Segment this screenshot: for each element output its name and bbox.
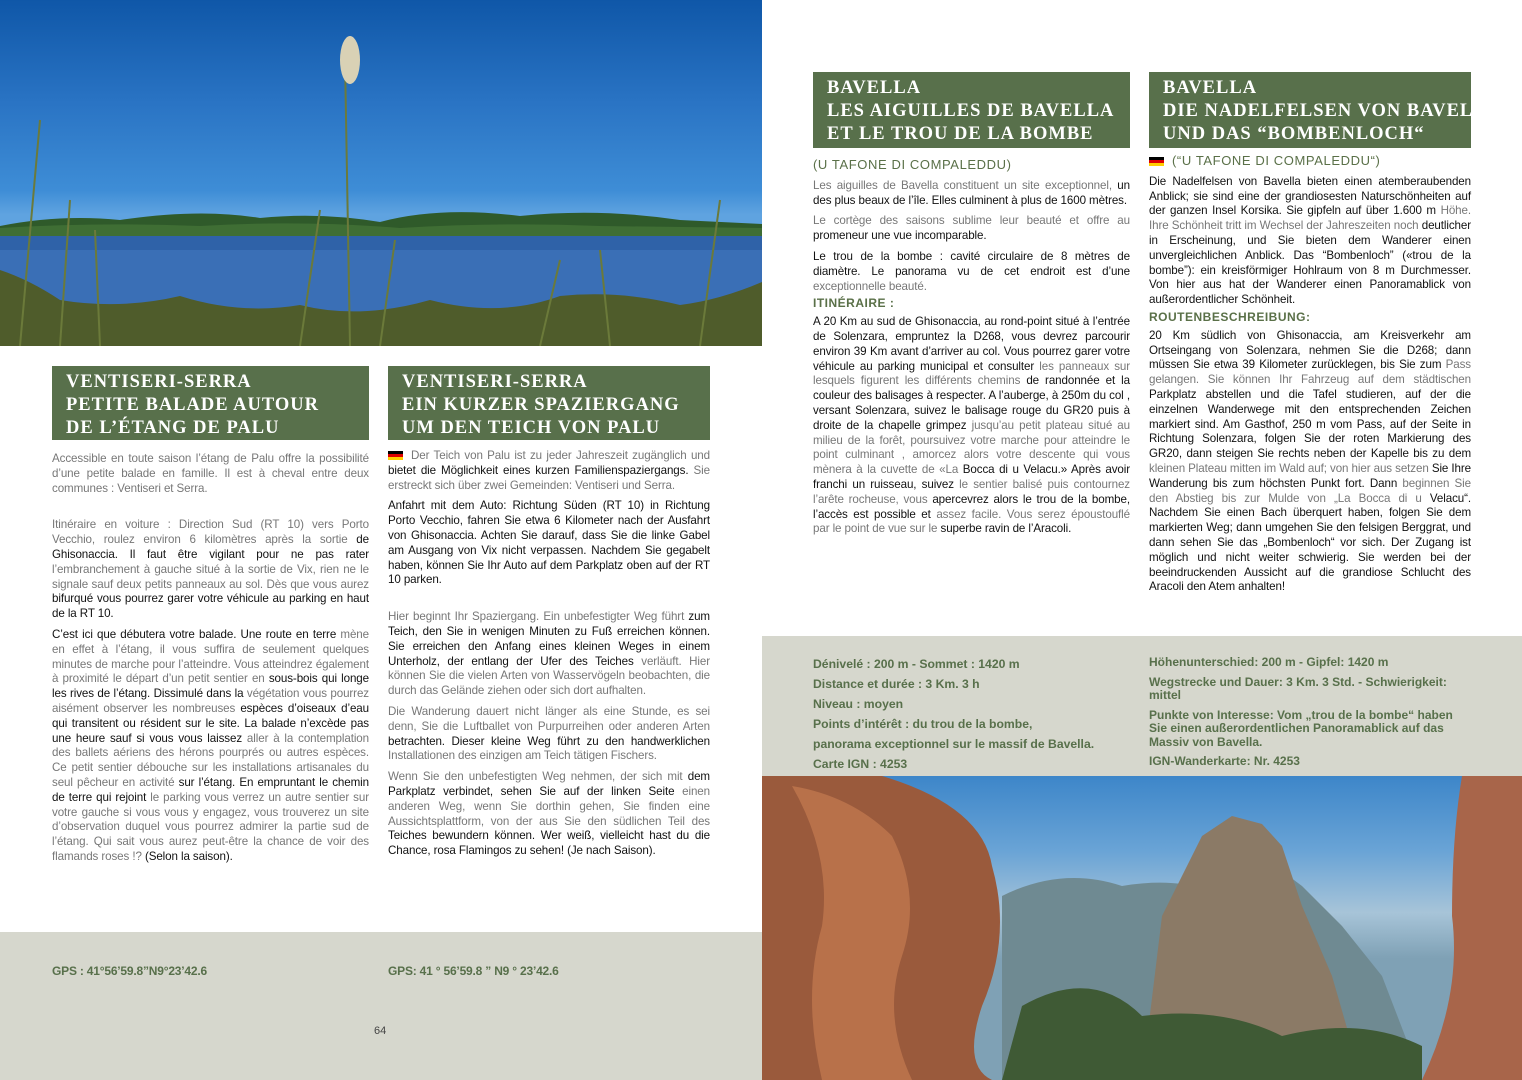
de-bavella-title-line-3: UND DAS “BOMBENLOCH“ [1163, 124, 1425, 144]
fr-info-elevation: Dénivelé : 200 m - Sommet : 1420 m [813, 657, 1020, 671]
de-info-elevation: Höhenunterschied: 200 m - Gipfel: 1420 m [1149, 655, 1389, 669]
de-info-box [1149, 656, 1471, 775]
bavella-rocks-photo [762, 776, 1522, 1080]
gps-de: GPS: 41 ° 56’59.8 ” N9 ° 23’42.6 [388, 964, 559, 978]
fr-info-box [813, 654, 1094, 774]
fr-body-left [52, 452, 369, 871]
gps-fr: GPS : 41°56’59.8”N9°23’42.6 [52, 964, 207, 978]
de-info-map: IGN-Wanderkarte: Nr. 4253 [1149, 754, 1300, 768]
fr-info-panorama: panorama exceptionnel sur le massif de Bavella. [813, 737, 1095, 751]
fr-title-box [52, 366, 369, 440]
german-flag-icon [1149, 157, 1164, 166]
de-bavella-title-box [1149, 72, 1501, 148]
fr-info-distance: Distance et durée : 3 Km. 3 h [813, 677, 980, 691]
de-route-heading: ROUTENBESCHREIBUNG: [1149, 309, 1311, 324]
left-footer-band [0, 932, 762, 1080]
german-flag-icon [388, 451, 403, 460]
page-number: 64 [374, 1025, 387, 1037]
fr-bavella-title-line-1: BAVELLA [827, 78, 922, 98]
de-paragraph-route: Anfahrt mit dem Auto: Richtung Süden (RT 10) in Richtung Porto Vecchio, fahren Sie etwa 6 Kilometer nach der Ausfahrt von Ghisonaccia. Achten Sie darauf, dass Sie die linke Gabel am Ausgang von Vix nicht verpassen. Nachdem Sie gegabelt haben, können Sie Ihr Auto auf dem Parkplatz oben auf der RT 10 parken. [388, 499, 710, 587]
de-paragraph-walk: Hier beginnt Ihr Spaziergang. Ein unbefestigter Weg führt zum Teich, den Sie in wenigen Minuten zu Fuß erreichen können. Sie erreichen den Anfang eines kleinen Weges in einem Unterholz, der entlang der Ufer des Teiches verläuft. Hier können Sie die vielen Arten von Wasservögeln beobachten, die durch das Gelände ziehen oder sich dort aufhalten. [388, 610, 710, 698]
fr-bavella-title-line-3: ET LE TROU DE LA BOMBE [827, 124, 1094, 144]
fr-info-level: Niveau : moyen [813, 697, 904, 711]
de-info-points: Punkte von Interesse: Vom „trou de la bombe“ haben Sie einen außerordentlichen Panoramablick auf das Massiv von Bavella. [1149, 707, 1453, 749]
de-route-text: 20 Km südlich von Ghisonaccia, am Kreisverkehr am Ortseingang von Solenzara, nehmen Sie die D268; dann müssen Sie etwa 39 Kilometer zurücklegen, bis Sie zum Pass gelangen. Sie können Ihr Fahrzeug auf dem städtischen Parkplatz abstellen und die Tafel studieren, auf der die einzelnen Wanderwege mit den entsprechenden Zeichen markiert sind. Am Gasthof, 250 m vom Pass, auf der Seite in Richtung Solenzara, folgen Sie der roten Markierung des GR20, dann steigen Sie rechts neben der Kapelle bis zu dem kleinen Plateau mitten im Wald auf; von hier aus setzen Sie Ihre Wanderung bis zum höchsten Punkt fort. Dann beginnen Sie den Abstieg bis zur Mulde von „La Bocca di u Velacu“. Nachdem Sie einen Bach überquert haben, folgen Sie dem markierten Weg; dann umgehen Sie den felsigen Berggrat, und dann sehen Sie das „Bombenloch“ vor sich. Der Zugang ist möglich und nicht weiter schwierig. Sie werden bei der beeindruckenden Aussicht auf die grandiose Schlucht des Aracoli den Atem anhalten! [1149, 328, 1471, 594]
de-title-line-1: VENTISERI-SERRA [402, 372, 588, 392]
fr-bavella-p3: Le trou de la bombe : cavité circulaire de 8 mètres de diamètre. Le panorama vu de cet endroit est d’une exceptionnelle beauté. [813, 249, 1130, 293]
fr-info-map: Carte IGN : 4253 [813, 757, 908, 771]
de-paragraph-duration: Die Wanderung dauert nicht länger als eine Stunde, es sei denn, Sie die Luftballet von Purpurreihen oder anderen Arten betrachten. Dieser kleine Weg führt zu den handwerklichen Installationen des einzigen am Teich tätigen Fischers. [388, 704, 710, 763]
fr-bavella-p2: Le cortège des saisons sublime leur beauté et offre au promeneur une vue incomparable. [813, 214, 1130, 243]
de-paragraph-return: Wenn Sie den unbefestigten Weg nehmen, der sich mit dem Parkplatz verbindet, sehen Sie auf der linken Seite einen anderen Weg, wenn Sie dorthin gehen, Sie finden eine Aussichtsplattform, von der aus Sie den südlichen Teil des Teiches bewundern können. Wer weiß, vielleicht hast du die Chance, rosa Flamingos zu sehen! (Je nach Saison). [388, 770, 710, 858]
de-body-right [1149, 154, 1471, 601]
fr-title-line-3: DE L’ÉTANG DE PALU [66, 418, 280, 438]
fr-bavella-title-line-2: LES AIGUILLES DE BAVELLA [827, 101, 1115, 121]
fr-bavella-title-box [813, 72, 1130, 148]
fr-paragraph-walk: C’est ici que débutera votre balade. Une route en terre mène en effet à l’étang, il vous suffira de seulement quelques minutes de marche pour l’atteindre. Vous atteindrez également à proximité le départ d’un petit sentier en sous-bois qui longe les rives de l’étang. Dissimulé dans la végétation vous pourrez aisément observer les nombreuses espèces d’oiseaux d’eau qui transitent ou résident sur le site. La balade n’excède pas une heure sauf si vous vous laissez aller à la contemplation des ballets aériens des hérons pourprés ou autres espèces. Ce petit sentier débouche sur les installations artisanales du seul pêcheur en activité sur l’étang. En empruntant le chemin de terre qui rejoint le parking vous verrez un autre sentier sur votre gauche si vous vous y engagez, vous trouverez un site d’observation duquel vous pourrez admirer la partie sud de l’étang. Qui sait vous aurez peut-être la chance de voir des flamands roses !? (Selon la saison). [52, 627, 370, 863]
de-bavella-title-line-2: DIE NADELFELSEN VON BAVELLA [1163, 101, 1501, 121]
fr-bavella-p1: Les aiguilles de Bavella constituent un site exceptionnel, un des plus beaux de l’île. Elles culminent à plus de 1600 mètres. [813, 178, 1130, 207]
de-title-box [388, 366, 710, 440]
fr-body-right [813, 158, 1130, 543]
fr-title-line-1: VENTISERI-SERRA [66, 372, 252, 392]
de-body-left [388, 449, 710, 865]
fr-paragraph-intro: Accessible en toute saison l’étang de Palu offre la possibilité d’une petite balade en famille. Il est à cheval entre deux communes : Ventiseri et Serra. [52, 452, 369, 495]
de-info-distance: Wegstrecke und Dauer: 3 Km. 3 Std. - Schwierigkeit: mittel [1149, 674, 1447, 702]
de-paragraph-intro: Der Teich von Palu ist zu jeder Jahreszeit zugänglich und bietet die Möglichkeit eines kurzen Familienspaziergangs. Sie erstreckt sich über zwei Gemeinden: Ventiseri und Serra. [388, 449, 710, 492]
fr-subtitle: (U TAFONE DI COMPALEDDU) [813, 157, 1012, 172]
fr-paragraph-route: Itinéraire en voiture : Direction Sud (RT 10) vers Porto Vecchio, roulez environ 6 kilomètres après la sortie de Ghisonaccia. Il faut être vigilant pour ne pas rater l’embranchement à gauche situé à la sortie de Vix, rien ne le signale sauf deux petits panneaux au sol. Dès que vous aurez bifurqué vous pourrez garer votre véhicule au parking en haut de la RT 10. [52, 518, 369, 621]
de-title-line-2: EIN KURZER SPAZIERGANG [402, 395, 680, 415]
fr-info-points: Points d’intérêt : du trou de la bombe, [813, 717, 1033, 731]
de-title-line-3: UM DEN TEICH VON PALU [402, 418, 661, 438]
de-bavella-p1: Die Nadelfelsen von Bavella bieten einen atemberaubenden Anblick; sie sind eine der grandiosesten Naturschönheiten auf der ganzen Insel Korsika. Sie gipfeln auf über 1.600 m Höhe. Ihre Schönheit tritt im Wechsel der Jahreszeiten noch deutlicher in Erscheinung, und Sie bieten dem Wanderer einen unvergleichlichen Anblick. Das “Bombenloch” («trou de la bombe”): ein kreisförmiger Hohlraum von 8 m Durchmesser. Von hier aus hat der Wanderer einen Panoramablick von außerordentlicher Schönheit. [1149, 174, 1471, 307]
de-subtitle: (“U TAFONE DI COMPALEDDU“) [1149, 154, 1471, 169]
de-bavella-title-line-1: BAVELLA [1163, 78, 1258, 98]
lake-photo [0, 0, 762, 346]
fr-itinerary-text: A 20 Km au sud de Ghisonaccia, au rond-point situé à l’entrée de Solenzara, empruntez la D268, vous devrez parcourir environ 39 Km avant d’arriver au col. Vous pourrez garer votre véhicule au parking municipal et consulter les panneaux sur lesquels figurent les différents chemins de randonnée et la couleur des balisages à respecter. A l’auberge, à 250m du col , versant Solenzara, suivez le balisage rouge du GR20 puis à droite de la chapelle grimpez jusqu’au petit plateau situé au milieu de la forêt, poursuivez votre marche pour atteindre le point culminant , amorcez alors votre descente qui vous mènera à la cuvette de «La Bocca di u Velacu.» Après avoir franchi un ruisseau, suivez le sentier balisé puis contournez l’arête rocheuse, vous apercevrez alors le trou de la bombe, l’accès est possible et assez facile. Vous serez époustouflé par le point de vue sur le superbe ravin de l’Aracoli. [813, 315, 1131, 536]
fr-itinerary-heading: ITINÉRAIRE : [813, 296, 895, 311]
fr-title-line-2: PETITE BALADE AUTOUR [66, 395, 320, 415]
